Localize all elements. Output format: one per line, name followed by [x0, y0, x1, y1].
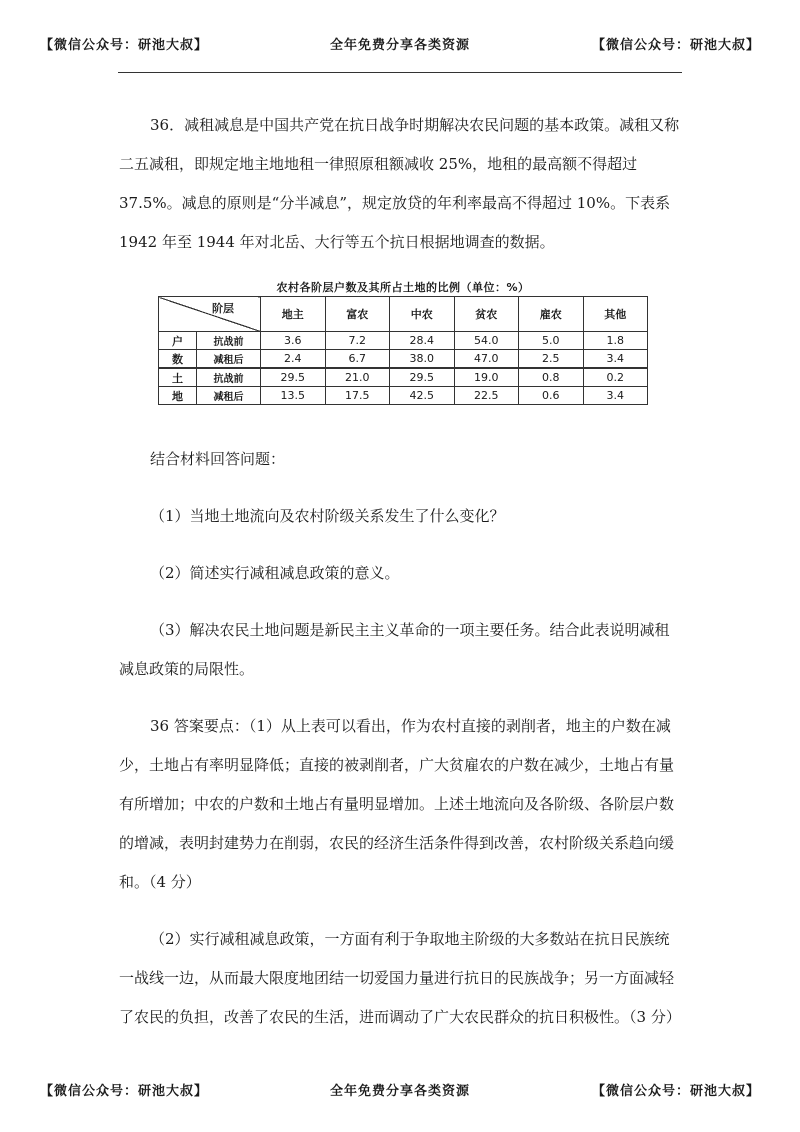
- row-label: 抗战前: [197, 368, 261, 387]
- header-left-text: 【微信公众号：研池大叔】: [40, 38, 209, 53]
- column-header: 中农: [390, 297, 455, 332]
- table-cell: 38.0: [390, 350, 455, 369]
- sub-question-3: （3）解决农民土地问题是新民主主义革命的一项主要任务。结合此表说明减租: [150, 621, 670, 639]
- page-header: [40, 34, 760, 53]
- corner-label: 阶层: [212, 302, 234, 315]
- column-header: 富农: [325, 297, 390, 332]
- column-header: 其他: [583, 297, 648, 332]
- table-cell: 0.2: [583, 368, 648, 387]
- column-header: 地主: [261, 297, 326, 332]
- group-label: 户: [159, 332, 197, 350]
- answer-1-line: 36 答案要点：（1）从上表可以看出，作为农村直接的剥削者，地主的户数在减: [150, 717, 671, 735]
- table-corner-cell: [159, 297, 261, 332]
- table-cell: 29.5: [390, 368, 455, 387]
- answer-1-line: 有所增加；中农的户数和土地占有量明显增加。上述土地流向及各阶级、各阶层户数: [119, 795, 675, 813]
- table-cell: 21.0: [325, 368, 390, 387]
- answer-2-line: （2）实行减租减息政策，一方面有利于争取地主阶级的大多数站在抗日民族统: [150, 930, 670, 948]
- document-body: [120, 106, 680, 262]
- table-cell: 0.6: [519, 387, 584, 405]
- table-cell: 22.5: [454, 387, 519, 405]
- sub-question-3-cont: 减息政策的局限性。: [119, 660, 255, 678]
- table-cell: 29.5: [261, 368, 326, 387]
- table-cell: 6.7: [325, 350, 390, 369]
- table-row: [159, 387, 648, 405]
- answer-1-line: 少，土地占有率明显降低；直接的被剥削者，广大贫雇农的户数在减少，土地占有量: [119, 756, 675, 774]
- table-cell: 3.4: [583, 350, 648, 369]
- group-label: 数: [159, 350, 197, 369]
- question-line: 37.5%。减息的原则是“分半减息”，规定放贷的年利率最高不得超过 10%。下表系: [119, 194, 671, 212]
- table-cell: 2.5: [519, 350, 584, 369]
- table-row: [159, 332, 648, 350]
- sub-question-1: （1）当地土地流向及农村阶级关系发生了什么变化？: [150, 507, 505, 525]
- header-right-text: 【微信公众号：研池大叔】: [591, 38, 760, 53]
- table-header-row: [159, 297, 648, 332]
- table-cell: 3.4: [583, 387, 648, 405]
- table-cell: 47.0: [454, 350, 519, 369]
- table-cell: 17.5: [325, 387, 390, 405]
- row-label: 抗战前: [197, 332, 261, 350]
- table-cell: 3.6: [261, 332, 326, 350]
- table-cell: 13.5: [261, 387, 326, 405]
- table-cell: 19.0: [454, 368, 519, 387]
- data-table: [158, 296, 648, 405]
- row-label: 减租后: [197, 387, 261, 405]
- answer-1-line: 和。（4 分）: [119, 873, 201, 891]
- column-header: 雇农: [519, 297, 584, 332]
- answer-2-line: 了农民的负担，改善了农民的生活，进而调动了广大农民群众的抗日积极性。（3 分）: [119, 1008, 681, 1026]
- questions-and-answers: [120, 440, 680, 1037]
- table-cell: 5.0: [519, 332, 584, 350]
- footer-left-text: 【微信公众号：研池大叔】: [40, 1084, 209, 1099]
- table-cell: 42.5: [390, 387, 455, 405]
- footer-right-text: 【微信公众号：研池大叔】: [591, 1084, 760, 1099]
- table-title: 农村各阶层户数及其所占土地的比例（单位：%）: [276, 281, 530, 294]
- sub-question-2: （2）简述实行减租减息政策的意义。: [150, 564, 400, 582]
- answer-2-line: 一战线一边，从而最大限度地团结一切爱国力量进行抗日的民族战争；另一方面减轻: [119, 969, 675, 987]
- data-table-block: [158, 280, 648, 405]
- table-cell: 54.0: [454, 332, 519, 350]
- question-line: 二五减租，即规定地主地地租一律照原租额减收 25%，地租的最高额不得超过: [119, 155, 638, 173]
- table-cell: 2.4: [261, 350, 326, 369]
- table-row: [159, 350, 648, 369]
- row-label: 减租后: [197, 350, 261, 369]
- question-line: 1942 年至 1944 年对北岳、大行等五个抗日根据地调查的数据。: [119, 233, 555, 251]
- answer-1-line: 的增减，表明封建势力在削弱，农民的经济生活条件得到改善，农村阶级关系趋向缓: [119, 834, 675, 852]
- column-header: 贫农: [454, 297, 519, 332]
- table-cell: 7.2: [325, 332, 390, 350]
- page-footer: [40, 1080, 760, 1099]
- group-label: 土: [159, 368, 197, 387]
- header-center-text: 全年免费分享各类资源: [329, 38, 470, 53]
- table-cell: 28.4: [390, 332, 455, 350]
- table-cell: 1.8: [583, 332, 648, 350]
- table-cell: 0.8: [519, 368, 584, 387]
- footer-center-text: 全年免费分享各类资源: [329, 1084, 470, 1099]
- group-label: 地: [159, 387, 197, 405]
- question-line: 36．减租减息是中国共产党在抗日战争时期解决农民问题的基本政策。减租又称: [150, 116, 680, 134]
- prompt-text: 结合材料回答问题：: [150, 450, 286, 468]
- header-rule: [118, 72, 682, 73]
- table-row: [159, 368, 648, 387]
